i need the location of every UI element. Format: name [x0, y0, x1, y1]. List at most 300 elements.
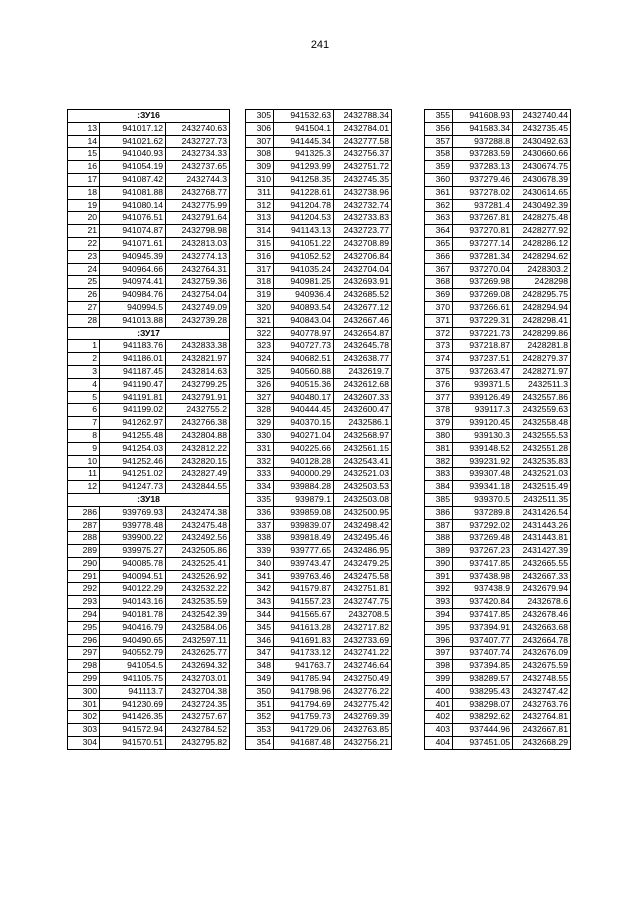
point-number: 403: [425, 724, 453, 737]
point-number: 338: [246, 532, 274, 545]
y-coordinate: 2432555.53: [513, 429, 571, 442]
table-row: [68, 135, 230, 148]
point-number: 356: [425, 122, 453, 135]
y-coordinate: 2428298.41: [513, 314, 571, 327]
table-row: [246, 685, 392, 698]
point-number: 299: [68, 673, 100, 686]
x-coordinate: 940560.88: [274, 365, 334, 378]
y-coordinate: 2432645.78: [334, 340, 392, 353]
x-coordinate: 941183.76: [100, 340, 166, 353]
point-number: 371: [425, 314, 453, 327]
y-coordinate: 2432740.44: [513, 110, 571, 123]
y-coordinate: 2432757.67: [166, 711, 230, 724]
y-coordinate: 2432764.81: [513, 711, 571, 724]
x-coordinate: 937221.73: [453, 327, 513, 340]
y-coordinate: 2432475.58: [334, 570, 392, 583]
point-number: 301: [68, 698, 100, 711]
y-coordinate: 2432754.04: [166, 289, 230, 302]
point-number: 291: [68, 570, 100, 583]
point-number: 363: [425, 212, 453, 225]
point-number: 288: [68, 532, 100, 545]
x-coordinate: 937289.8: [453, 506, 513, 519]
table-row: [68, 391, 230, 404]
point-number: 320: [246, 301, 274, 314]
x-coordinate: 941733.12: [274, 647, 334, 660]
y-coordinate: 2432791.64: [166, 212, 230, 225]
y-coordinate: 2432768.77: [166, 186, 230, 199]
x-coordinate: 940964.66: [100, 263, 166, 276]
y-coordinate: 2432515.49: [513, 481, 571, 494]
point-number: 15: [68, 148, 100, 161]
x-coordinate: 940974.41: [100, 276, 166, 289]
table-row: [68, 506, 230, 519]
table-row: [246, 519, 392, 532]
y-coordinate: 2432500.95: [334, 506, 392, 519]
x-coordinate: 941252.46: [100, 455, 166, 468]
point-number: 314: [246, 225, 274, 238]
y-coordinate: 2428294.94: [513, 301, 571, 314]
point-number: 370: [425, 301, 453, 314]
point-number: 352: [246, 711, 274, 724]
table-row: [246, 327, 392, 340]
y-coordinate: 2432739.28: [166, 314, 230, 327]
table-row: [425, 186, 571, 199]
table-row: [68, 673, 230, 686]
point-number: 18: [68, 186, 100, 199]
table-row: [68, 724, 230, 737]
y-coordinate: 2432667.33: [513, 570, 571, 583]
table-row: [68, 545, 230, 558]
point-number: 374: [425, 353, 453, 366]
x-coordinate: 940181.78: [100, 609, 166, 622]
y-coordinate: 2432525.41: [166, 557, 230, 570]
table-row: [246, 365, 392, 378]
point-number: 390: [425, 557, 453, 570]
y-coordinate: 2432747.42: [513, 685, 571, 698]
x-coordinate: 941052.52: [274, 250, 334, 263]
y-coordinate: 2428279.37: [513, 353, 571, 366]
x-coordinate: 937266.61: [453, 301, 513, 314]
x-coordinate: 939818.49: [274, 532, 334, 545]
table-row: [68, 340, 230, 353]
point-number: 342: [246, 583, 274, 596]
point-number: 398: [425, 660, 453, 673]
table-row: [68, 698, 230, 711]
x-coordinate: 938289.57: [453, 673, 513, 686]
table-row: [68, 660, 230, 673]
table-row: [246, 237, 392, 250]
y-coordinate: 2432788.34: [334, 110, 392, 123]
section-header-row: [68, 327, 230, 340]
table-row: [246, 634, 392, 647]
point-number: 4: [68, 378, 100, 391]
table-row: [246, 250, 392, 263]
table-row: [68, 596, 230, 609]
table-row: [246, 340, 392, 353]
y-coordinate: 2432676.09: [513, 647, 571, 660]
table-row: [425, 161, 571, 174]
x-coordinate: 941021.62: [100, 135, 166, 148]
x-coordinate: 940416.79: [100, 621, 166, 634]
x-coordinate: 941608.93: [453, 110, 513, 123]
point-number: 309: [246, 161, 274, 174]
point-number: 404: [425, 737, 453, 750]
y-coordinate: 2432678.46: [513, 609, 571, 622]
table-row: [68, 173, 230, 186]
table-row: [425, 135, 571, 148]
point-number: 388: [425, 532, 453, 545]
point-number: 360: [425, 173, 453, 186]
table-row: [68, 237, 230, 250]
table-row: [68, 429, 230, 442]
table-row: [246, 378, 392, 391]
y-coordinate: 2432777.58: [334, 135, 392, 148]
x-coordinate: 940984.76: [100, 289, 166, 302]
y-coordinate: 2432668.29: [513, 737, 571, 750]
x-coordinate: 941785.94: [274, 673, 334, 686]
table-row: [425, 596, 571, 609]
x-coordinate: 939231.92: [453, 455, 513, 468]
y-coordinate: 2432775.99: [166, 199, 230, 212]
table-row: [246, 711, 392, 724]
y-coordinate: 2432607.33: [334, 391, 392, 404]
point-number: 402: [425, 711, 453, 724]
table-row: [246, 429, 392, 442]
y-coordinate: 2432735.45: [513, 122, 571, 135]
x-coordinate: 937267.23: [453, 545, 513, 558]
y-coordinate: 2432727.73: [166, 135, 230, 148]
y-coordinate: 2432693.91: [334, 276, 392, 289]
table-row: [425, 468, 571, 481]
y-coordinate: 2432677.12: [334, 301, 392, 314]
y-coordinate: 2432813.03: [166, 237, 230, 250]
x-coordinate: 941204.78: [274, 199, 334, 212]
y-coordinate: 2432733.83: [334, 212, 392, 225]
x-coordinate: 941557.23: [274, 596, 334, 609]
point-number: 302: [68, 711, 100, 724]
x-coordinate: 941572.94: [100, 724, 166, 737]
point-number: 382: [425, 455, 453, 468]
table-row: [425, 340, 571, 353]
y-coordinate: 2432769.39: [334, 711, 392, 724]
x-coordinate: 938295.43: [453, 685, 513, 698]
point-number: 290: [68, 557, 100, 570]
table-row: [425, 557, 571, 570]
x-coordinate: 941190.47: [100, 378, 166, 391]
y-coordinate: 2432724.35: [166, 698, 230, 711]
point-number: 376: [425, 378, 453, 391]
y-coordinate: 2432638.77: [334, 353, 392, 366]
table-row: [246, 391, 392, 404]
x-coordinate: 937394.91: [453, 621, 513, 634]
x-coordinate: 940945.39: [100, 250, 166, 263]
table-row: [68, 442, 230, 455]
x-coordinate: 941794.69: [274, 698, 334, 711]
x-coordinate: 939859.08: [274, 506, 334, 519]
x-coordinate: 941113.7: [100, 685, 166, 698]
point-number: 316: [246, 250, 274, 263]
x-coordinate: 939120.45: [453, 417, 513, 430]
point-number: 379: [425, 417, 453, 430]
y-coordinate: 2428275.48: [513, 212, 571, 225]
point-number: 16: [68, 161, 100, 174]
y-coordinate: 2432764.31: [166, 263, 230, 276]
point-number: 393: [425, 596, 453, 609]
point-number: 391: [425, 570, 453, 583]
x-coordinate: 939148.52: [453, 442, 513, 455]
table-row: [68, 647, 230, 660]
page-number: 241: [310, 39, 330, 51]
y-coordinate: 2432557.86: [513, 391, 571, 404]
x-coordinate: 941040.93: [100, 148, 166, 161]
table-row: [68, 353, 230, 366]
y-coordinate: 2432664.78: [513, 634, 571, 647]
y-coordinate: 2428295.75: [513, 289, 571, 302]
x-coordinate: 941105.75: [100, 673, 166, 686]
point-number: 20: [68, 212, 100, 225]
point-number: 306: [246, 122, 274, 135]
point-number: 392: [425, 583, 453, 596]
table-row: [246, 532, 392, 545]
x-coordinate: 941729.06: [274, 724, 334, 737]
point-number: 367: [425, 263, 453, 276]
x-coordinate: 941204.53: [274, 212, 334, 225]
table-row: [425, 455, 571, 468]
x-coordinate: 941186.01: [100, 353, 166, 366]
table-row: [68, 186, 230, 199]
table-row: [68, 225, 230, 238]
x-coordinate: 937283.59: [453, 148, 513, 161]
point-number: 375: [425, 365, 453, 378]
x-coordinate: 939884.28: [274, 481, 334, 494]
point-number: 10: [68, 455, 100, 468]
y-coordinate: 2432814.63: [166, 365, 230, 378]
point-number: 354: [246, 737, 274, 750]
x-coordinate: 941054.19: [100, 161, 166, 174]
point-number: 345: [246, 621, 274, 634]
table-row: [68, 404, 230, 417]
point-number: 322: [246, 327, 274, 340]
point-number: 346: [246, 634, 274, 647]
point-number: 328: [246, 404, 274, 417]
table-row: [425, 634, 571, 647]
section-title: :ЗУ18: [68, 493, 230, 506]
x-coordinate: 940444.45: [274, 404, 334, 417]
y-coordinate: 2430660.66: [513, 148, 571, 161]
point-number: 383: [425, 468, 453, 481]
y-coordinate: 2430614.65: [513, 186, 571, 199]
y-coordinate: 2432498.42: [334, 519, 392, 532]
table-row: [246, 276, 392, 289]
table-row: [246, 173, 392, 186]
y-coordinate: 2432766.38: [166, 417, 230, 430]
y-coordinate: 2432532.22: [166, 583, 230, 596]
point-number: 2: [68, 353, 100, 366]
point-number: 5: [68, 391, 100, 404]
point-number: 319: [246, 289, 274, 302]
table-row: [246, 647, 392, 660]
x-coordinate: 939371.5: [453, 378, 513, 391]
point-number: 399: [425, 673, 453, 686]
point-number: 300: [68, 685, 100, 698]
point-number: 396: [425, 634, 453, 647]
x-coordinate: 939778.48: [100, 519, 166, 532]
point-number: 340: [246, 557, 274, 570]
x-coordinate: 937292.02: [453, 519, 513, 532]
x-coordinate: 941565.67: [274, 609, 334, 622]
point-number: 385: [425, 493, 453, 506]
table-row: [425, 110, 571, 123]
point-number: 303: [68, 724, 100, 737]
y-coordinate: 2430492.63: [513, 135, 571, 148]
point-number: 384: [425, 481, 453, 494]
point-number: 315: [246, 237, 274, 250]
point-number: 327: [246, 391, 274, 404]
table-row: [246, 148, 392, 161]
table-row: [425, 429, 571, 442]
section-header-row: [68, 493, 230, 506]
coordinates-table-middle: [245, 109, 392, 750]
point-number: 358: [425, 148, 453, 161]
y-coordinate: 2432751.72: [334, 161, 392, 174]
y-coordinate: 2432526.92: [166, 570, 230, 583]
table-row: [68, 583, 230, 596]
y-coordinate: 2432586.1: [334, 417, 392, 430]
table-row: [425, 685, 571, 698]
point-number: 381: [425, 442, 453, 455]
y-coordinate: 2431426.54: [513, 506, 571, 519]
table-row: [68, 289, 230, 302]
point-number: 357: [425, 135, 453, 148]
y-coordinate: 2431443.81: [513, 532, 571, 545]
point-number: 355: [425, 110, 453, 123]
y-coordinate: 2430492.39: [513, 199, 571, 212]
x-coordinate: 940143.16: [100, 596, 166, 609]
table-row: [246, 122, 392, 135]
x-coordinate: 937267.81: [453, 212, 513, 225]
x-coordinate: 941254.03: [100, 442, 166, 455]
table-row: [425, 263, 571, 276]
table-row: [425, 173, 571, 186]
y-coordinate: 2432812.22: [166, 442, 230, 455]
table-row: [425, 583, 571, 596]
x-coordinate: 940936.4: [274, 289, 334, 302]
point-number: 25: [68, 276, 100, 289]
table-row: [246, 673, 392, 686]
x-coordinate: 941763.7: [274, 660, 334, 673]
y-coordinate: 2432521.03: [513, 468, 571, 481]
x-coordinate: 939777.65: [274, 545, 334, 558]
y-coordinate: 2432821.97: [166, 353, 230, 366]
x-coordinate: 941081.88: [100, 186, 166, 199]
y-coordinate: 2432763.76: [513, 698, 571, 711]
y-coordinate: 2432763.85: [334, 724, 392, 737]
y-coordinate: 2432503.53: [334, 481, 392, 494]
y-coordinate: 2432492.56: [166, 532, 230, 545]
table-row: [68, 314, 230, 327]
x-coordinate: 941798.96: [274, 685, 334, 698]
x-coordinate: 937417.85: [453, 609, 513, 622]
x-coordinate: 939117.3: [453, 404, 513, 417]
point-number: 305: [246, 110, 274, 123]
table-row: [425, 378, 571, 391]
y-coordinate: 2432776.22: [334, 685, 392, 698]
point-number: 321: [246, 314, 274, 327]
x-coordinate: 939307.48: [453, 468, 513, 481]
table-row: [425, 481, 571, 494]
point-number: 350: [246, 685, 274, 698]
table-row: [425, 225, 571, 238]
table-row: [246, 199, 392, 212]
table-row: [425, 698, 571, 711]
point-number: 366: [425, 250, 453, 263]
x-coordinate: 937277.14: [453, 237, 513, 250]
table-row: [246, 506, 392, 519]
point-number: 387: [425, 519, 453, 532]
table-row: [425, 353, 571, 366]
y-coordinate: 2432784.01: [334, 122, 392, 135]
table-row: [246, 135, 392, 148]
y-coordinate: 2432495.46: [334, 532, 392, 545]
point-number: 344: [246, 609, 274, 622]
table-row: [425, 276, 571, 289]
x-coordinate: 937218.87: [453, 340, 513, 353]
x-coordinate: 938292.62: [453, 711, 513, 724]
point-number: 13: [68, 122, 100, 135]
table-row: [425, 314, 571, 327]
point-number: 307: [246, 135, 274, 148]
x-coordinate: 941426.35: [100, 711, 166, 724]
x-coordinate: 941258.35: [274, 173, 334, 186]
y-coordinate: 2432820.15: [166, 455, 230, 468]
y-coordinate: 2432737.65: [166, 161, 230, 174]
x-coordinate: 939879.1: [274, 493, 334, 506]
table-row: [246, 493, 392, 506]
x-coordinate: 941051.22: [274, 237, 334, 250]
x-coordinate: 941054.5: [100, 660, 166, 673]
x-coordinate: 941035.24: [274, 263, 334, 276]
table-row: [246, 455, 392, 468]
point-number: 373: [425, 340, 453, 353]
y-coordinate: 2432784.52: [166, 724, 230, 737]
point-number: 364: [425, 225, 453, 238]
table-row: [425, 519, 571, 532]
table-row: [68, 634, 230, 647]
point-number: 380: [425, 429, 453, 442]
y-coordinate: 2432708.89: [334, 237, 392, 250]
x-coordinate: 937237.51: [453, 353, 513, 366]
y-coordinate: 2432745.35: [334, 173, 392, 186]
y-coordinate: 2431427.39: [513, 545, 571, 558]
x-coordinate: 939130.3: [453, 429, 513, 442]
table-row: [425, 621, 571, 634]
table-row: [68, 609, 230, 622]
table-row: [246, 186, 392, 199]
x-coordinate: 941017.12: [100, 122, 166, 135]
y-coordinate: 2432708.5: [334, 609, 392, 622]
table-row: [68, 685, 230, 698]
point-number: 296: [68, 634, 100, 647]
y-coordinate: 2432597.11: [166, 634, 230, 647]
y-coordinate: 2432755.2: [166, 404, 230, 417]
y-coordinate: 2432479.25: [334, 557, 392, 570]
point-number: 19: [68, 199, 100, 212]
point-number: 386: [425, 506, 453, 519]
x-coordinate: 941504.1: [274, 122, 334, 135]
x-coordinate: 940490.65: [100, 634, 166, 647]
y-coordinate: 2432749.09: [166, 301, 230, 314]
x-coordinate: 941583.34: [453, 122, 513, 135]
